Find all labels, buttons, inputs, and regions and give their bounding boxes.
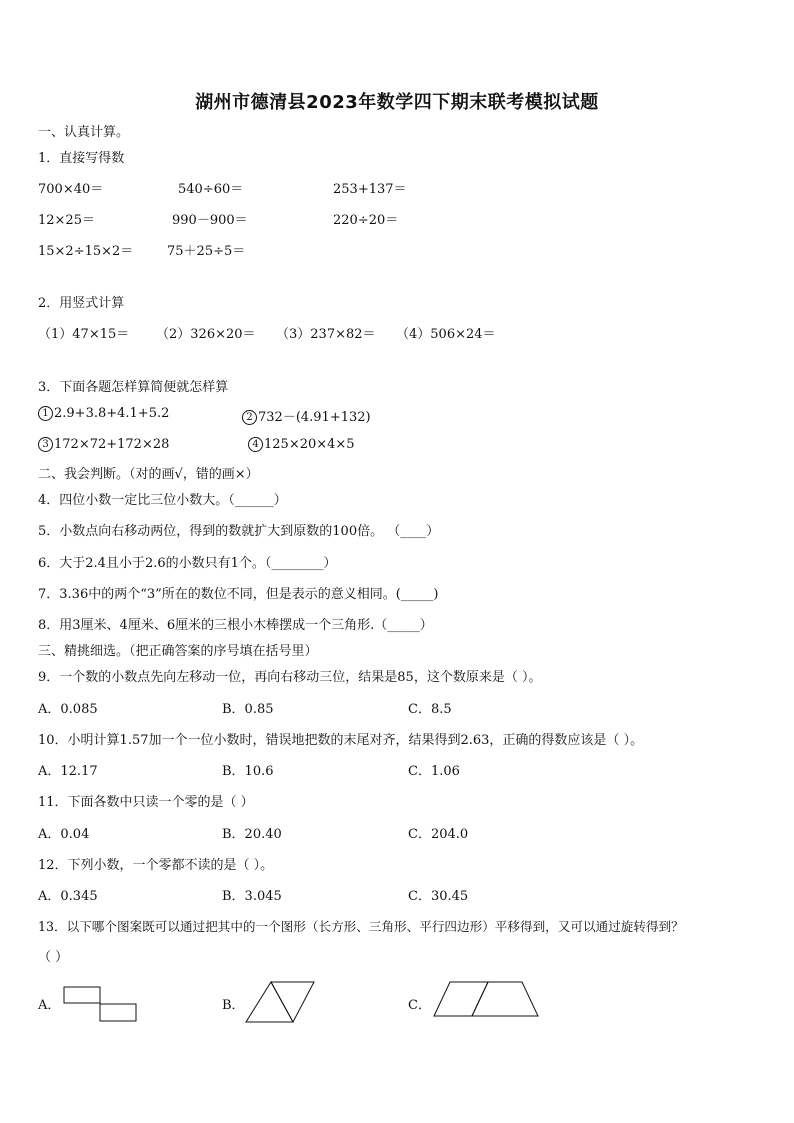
q2-item: （1）47×15＝: [38, 327, 130, 342]
option-b: B．20.40: [222, 827, 282, 842]
q1-item: 990－900＝: [172, 213, 248, 228]
circled-number: 3: [38, 437, 53, 452]
option-a: A．12.17: [38, 764, 98, 779]
section1-heading: 一、认真计算。: [38, 125, 130, 140]
q2-item: （3）237×82＝: [276, 327, 376, 342]
figure-triangles: [244, 980, 316, 1024]
option-a: A．0.345: [38, 889, 98, 904]
question-stem: 13．以下哪个图案既可以通过把其中的一个图形（长方形、三角形、平行四边形）平移得到，又可以通过旋转得到？: [38, 919, 684, 934]
q1-item: 220÷20＝: [333, 213, 399, 228]
q3-expression: 732－(4.91+132): [258, 410, 371, 425]
circled-number: 4: [248, 437, 263, 452]
triangle-shape: [271, 982, 314, 1022]
judge-item: 5．小数点向右移动两位，得到的数就扩大到原数的100倍。 （____）: [38, 524, 440, 539]
question-stem: 9．一个数的小数点先向左移动一位，再向右移动三位，结果是85，这个数原来是（ ）。: [38, 670, 542, 685]
section2-heading: 二、我会判断。（对的画√，错的画×）: [38, 467, 259, 482]
q3-item: [38, 406, 169, 421]
judge-item: 4．四位小数一定比三位小数大。（______）: [38, 493, 287, 508]
q3-expression: 2.9+3.8+4.1+5.2: [54, 406, 170, 421]
rectangle-shape: [64, 987, 100, 1003]
q2-item: （2）326×20＝: [156, 327, 256, 342]
option-a: A．: [38, 998, 61, 1013]
option-c: C．204.0: [408, 827, 469, 842]
q3-item: [38, 437, 169, 452]
figure-rectangles: [62, 985, 138, 1025]
q1-item: 700×40＝: [38, 182, 104, 197]
option-c: C．1.06: [408, 764, 460, 779]
q1-item: 253+137＝: [333, 182, 407, 197]
option-b: B．3.045: [222, 889, 282, 904]
question-stem: 10．小明计算1.57加一个一位小数时，错误地把数的末尾对齐，结果得到2.63，正确的得数应该是（ ）。: [38, 733, 644, 748]
q3-label: 3．下面各题怎样算简便就怎样算: [38, 380, 229, 395]
question-stem: 12．下列小数，一个零都不读的是（ ）。: [38, 858, 274, 873]
q2-label: 2．用竖式计算: [38, 296, 125, 311]
answer-blank: （ ）: [38, 950, 69, 965]
q2-item: （4）506×24＝: [396, 327, 496, 342]
q1-label: 1．直接写得数: [38, 151, 125, 166]
section3-heading: 三、精挑细选。（把正确答案的序号填在括号里）: [38, 644, 318, 659]
q3-item: [248, 437, 355, 452]
option-b: B．0.85: [222, 702, 274, 717]
circled-number: 2: [242, 410, 257, 425]
circled-number: 1: [38, 406, 53, 421]
q1-item: 12×25＝: [38, 213, 95, 228]
option-a: A．0.04: [38, 827, 90, 842]
q1-item: 15×2÷15×2＝: [38, 244, 134, 259]
option-c: C．: [408, 998, 431, 1013]
q3-expression: 125×20×4×5: [264, 437, 355, 452]
judge-item: 6．大于2.4且小于2.6的小数只有1个。（________）: [38, 556, 337, 571]
judge-item: 7．3.36中的两个“3”所在的数位不同，但是表示的意义相同。(_____): [38, 587, 439, 602]
rectangle-shape: [100, 1004, 136, 1021]
option-a: A．0.085: [38, 702, 98, 717]
judge-item: 8．用3厘米、4厘米、6厘米的三根小木棒摆成一个三角形.（_____）: [38, 618, 433, 633]
page-title: 湖州市德清县2023年数学四下期末联考模拟试题: [195, 92, 599, 113]
parallelogram-shape: [472, 982, 538, 1016]
triangle-shape: [246, 982, 293, 1022]
q3-item: [242, 406, 371, 425]
option-c: C．8.5: [408, 702, 452, 717]
option-c: C．30.45: [408, 889, 469, 904]
q1-item: 540÷60＝: [178, 182, 244, 197]
q1-item: 75＋25÷5＝: [167, 244, 246, 259]
q3-expression: 172×72+172×28: [54, 437, 170, 452]
option-b: B．10.6: [222, 764, 274, 779]
question-stem: 11．下面各数中只读一个零的是（ ）: [38, 795, 254, 810]
figure-parallelograms: [432, 980, 542, 1020]
option-b: B．: [222, 998, 245, 1013]
